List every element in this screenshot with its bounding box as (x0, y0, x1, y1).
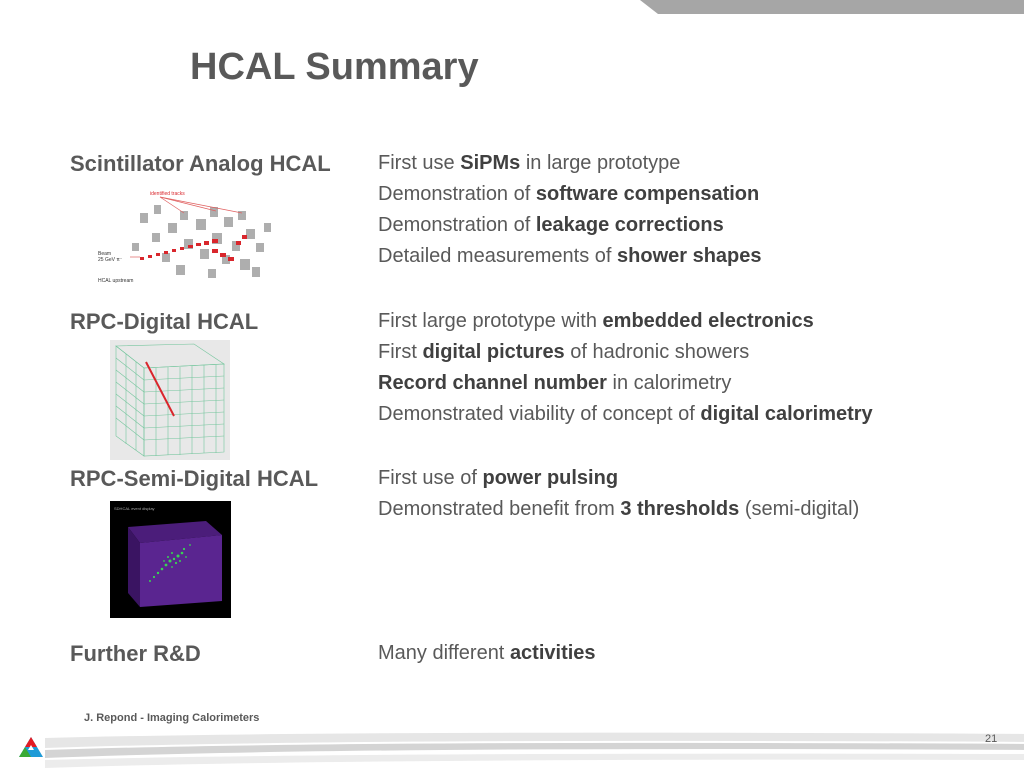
figure-label: identified tracks (150, 191, 185, 197)
desc-line: Demonstration of leakage corrections (378, 214, 724, 236)
desc-line: Demonstration of software compensation (378, 183, 760, 205)
desc-line: First use of power pulsing (378, 467, 619, 489)
figure-label-energy: 25 GeV π⁻ (98, 257, 123, 263)
top-accent-bar (640, 0, 1024, 14)
slide-title: HCAL Summary (190, 46, 479, 88)
desc-line: First digital pictures of hadronic showers (378, 341, 750, 363)
section-label-rpc-digital: RPC-Digital HCAL (70, 309, 259, 334)
desc-line: Demonstrated viability of concept of digital calorimetry (378, 403, 873, 425)
section-desc-scintillator (378, 148, 762, 272)
footer-swoosh (45, 728, 1024, 768)
section-label-further-rd: Further R&D (70, 641, 201, 666)
rpc-digital-event-figure (110, 340, 230, 460)
figure-caption-text: SDHCAL event display (114, 506, 155, 511)
section-label-scintillator: Scintillator Analog HCAL (70, 151, 331, 176)
section-desc-rpc-digital (378, 306, 873, 430)
argonne-logo-icon (18, 736, 44, 758)
desc-line: Record channel number in calorimetry (378, 372, 732, 394)
rpc-semi-digital-event-figure (110, 501, 231, 618)
section-label-rpc-semi-digital: RPC-Semi-Digital HCAL (70, 466, 319, 491)
desc-line: Demonstrated benefit from 3 thresholds (semi-digital) (378, 498, 860, 520)
page-number: 21 (985, 733, 998, 745)
desc-line: Many different activities (378, 642, 596, 664)
footer-author: J. Repond - Imaging Calorimeters (84, 712, 260, 724)
desc-line: First large prototype with embedded electronics (378, 310, 814, 332)
scintillator-event-figure (92, 183, 282, 293)
section-desc-further-rd (378, 638, 596, 669)
figure-label-beam: Beam (98, 251, 112, 257)
section-desc-rpc-semi-digital (378, 463, 859, 525)
desc-line: First use SiPMs in large prototype (378, 152, 681, 174)
desc-line: Detailed measurements of shower shapes (378, 245, 762, 267)
figure-label: HCAL upstream (98, 278, 134, 284)
